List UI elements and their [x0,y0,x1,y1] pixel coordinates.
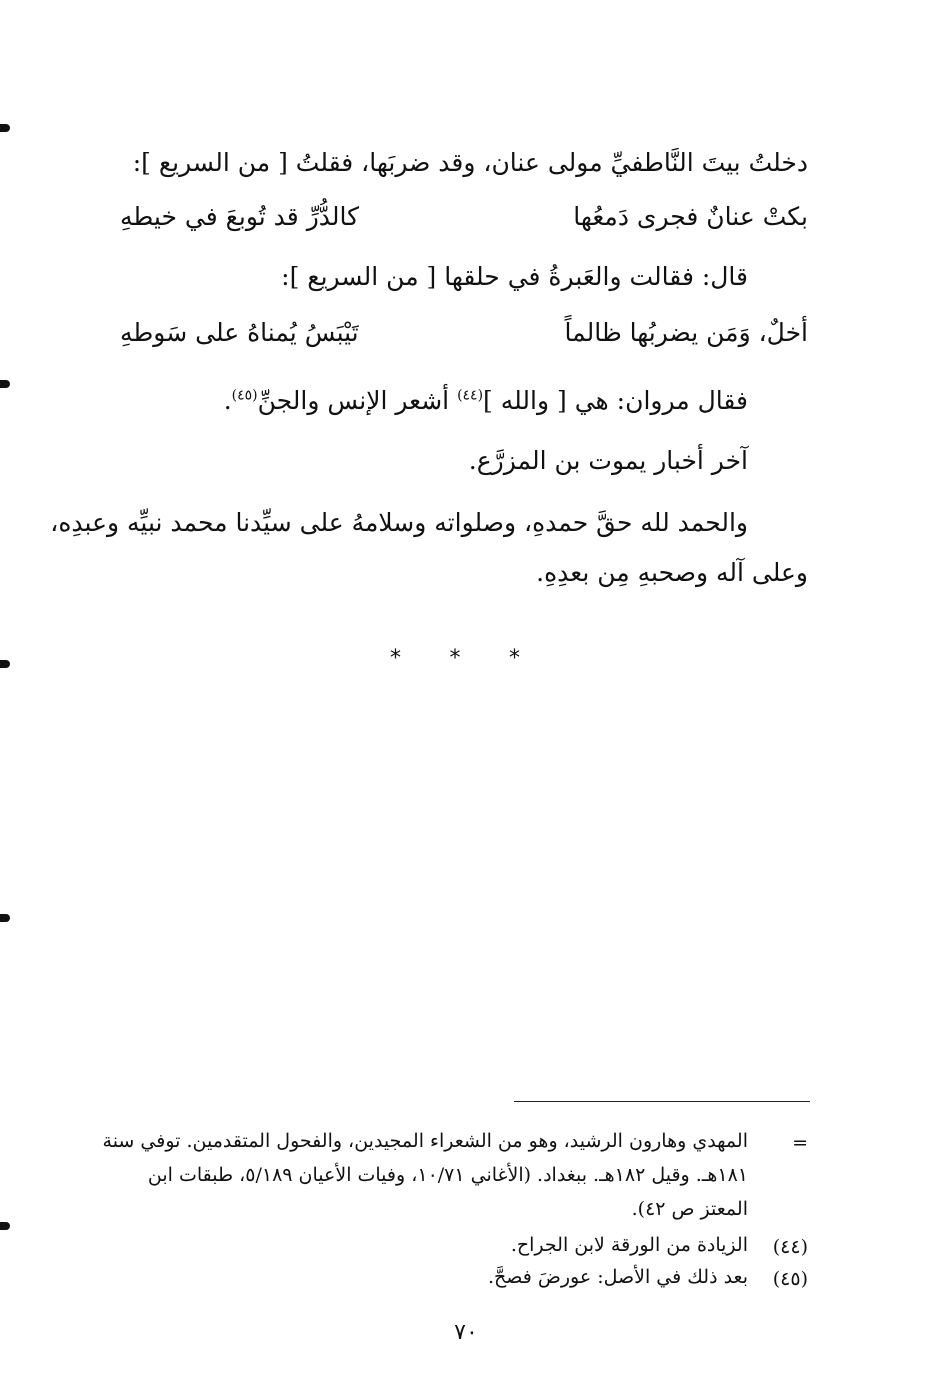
body-text: فقال مروان: هي [ والله ] [483,386,748,415]
body-line: والحمد لله حقَّ حمدهِ، وصلواته وسلامهُ على سيِّدنا محمد نبيِّه وعبدِه، [50,508,748,537]
footnote-text: بعد ذلك في الأصل: عورضَ فصحَّ. [487,1266,748,1288]
separator-star: * [509,646,520,671]
footnote-number: (٤٤) [772,1236,808,1258]
section-separator [390,646,520,672]
footnote-line: المهدي وهارون الرشيد، وهو من الشعراء المجيدين، والفحول المتقدمين. توفي سنة [102,1130,748,1152]
separator-star: * [390,646,401,671]
body-line: وعلى آله وصحبهِ مِن بعدِهِ. [536,558,808,587]
body-text: . [223,386,232,415]
verse-line [120,200,808,234]
verse-line [120,316,808,350]
footnote-ref: (٤٥) [231,387,258,404]
footnote-number: (٤٥) [772,1268,808,1290]
footnote-ref: (٤٤) [457,387,484,404]
scan-edge-mark [0,660,10,668]
body-line [224,384,748,418]
footnote-line: ١٨١هـ. وقيل ١٨٢هـ. ببغداد. (الأغاني ١٠/٧١، وفيات الأعيان ٥/١٨٩، طبقات ابن [147,1164,748,1186]
verse-hemistich-first: أخلٌ، وَمَن يضربُها ظالماً [564,318,808,347]
separator-star: * [449,646,461,671]
body-line: دخلتُ بيتَ النَّاطفيِّ مولى عنان، وقد ضربَها، فقلتُ [ من السريع ]: [132,148,808,177]
footnote-continuation-marker: = [792,1132,808,1154]
footnote-text: الزيادة من الورقة لابن الجراح. [510,1234,748,1256]
footnote-line: المعتز ص ٤٢). [631,1198,748,1220]
page-number: ٧٠ [454,1320,478,1345]
body-text: أشعر الإنس والجنِّ [257,386,458,415]
body-line: قال: فقالت والعَبرةُ في حلقها [ من السريع ]: [281,262,748,291]
scan-edge-mark [0,1222,10,1230]
scan-edge-mark [0,914,10,922]
body-line: آخر أخبار يموت بن المزرَّع. [468,446,748,475]
verse-hemistich-first: بكتْ عنانٌ فجرى دَمعُها [573,202,808,231]
scan-edge-mark [0,380,10,388]
verse-hemistich-second: تَيْبَسُ يُمناهُ على سَوطهِ [120,318,359,347]
scan-edge-mark [0,124,10,132]
verse-hemistich-second: كالدُّرِّ قد تُوبعَ في خيطهِ [120,202,360,231]
footnote-rule [514,1101,810,1102]
